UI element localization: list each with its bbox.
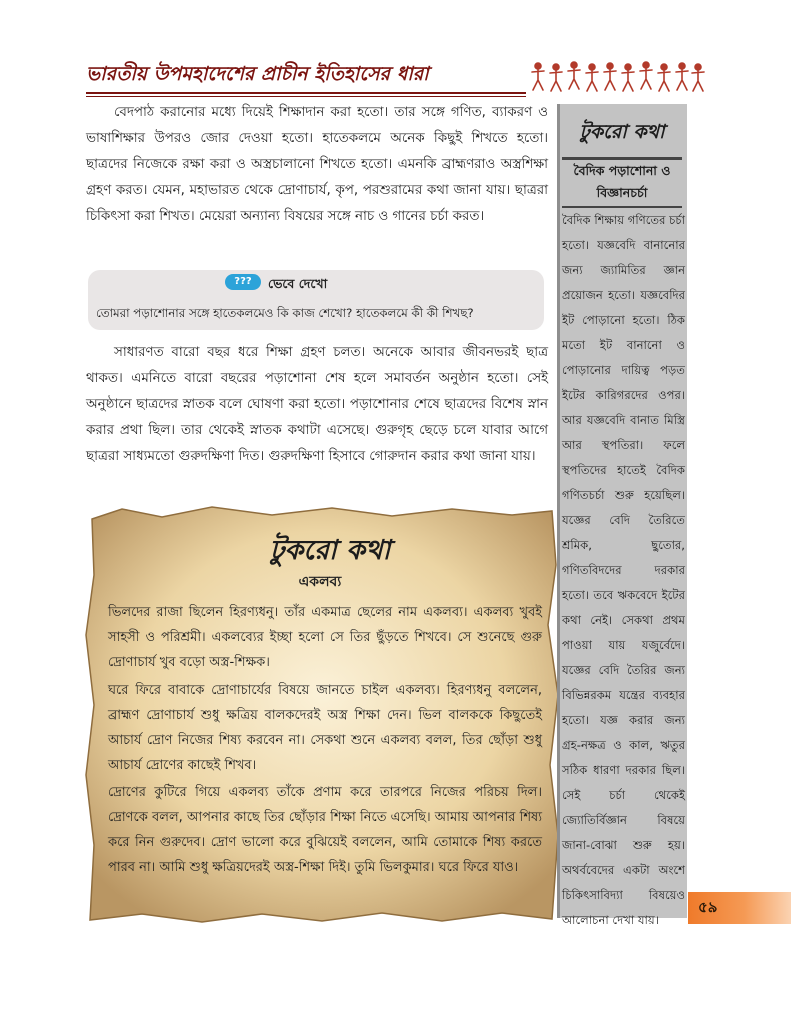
header-rule (86, 92, 526, 94)
parchment-subheading: একলব্য (298, 574, 342, 590)
header-rule-thin (86, 96, 526, 97)
dancing-figures-decoration (530, 58, 705, 94)
think-box-title: ভেবে দেখো (268, 276, 328, 291)
speech-bubble-icon: ??? (225, 274, 261, 290)
body-paragraph-graduation: সাধারণত বারো বছর ধরে শিক্ষা গ্রহণ চলত। অনেকে আবার জীবনভরই ছাত্র থাকত। এমনিতে বারো বছরের পড়াশোনা শেষ হলে সমাবর্তন অনুষ্ঠান হতো। সেই অনুষ্ঠানে ছাত্রদের স্নাতক বলে ঘোষণা করা হতো। পড়াশোনার শেষে ছাত্রদের বিশেষ স্নান করার প্রথা ছিল। তার থেকেই স্নাতক কথাটা এসেছে। গুরুগৃহ ছেড়ে চলে যাবার আগে ছাত্ররা সাধ্যমতো গুরুদক্ষিণা দিত। গুরুদক্ষিণা হিসাবে গোরুদান করার কথা জানা যায়। (86, 345, 548, 464)
sidebar-heading: টুকরো কথা (579, 121, 665, 143)
parchment-heading: টুকরো কথা (269, 535, 391, 566)
body-paragraph-education: বেদপাঠ করানোর মধ্যে দিয়েই শিক্ষাদান করা হতো। তার সঙ্গে গণিত, ব্যাকরণ ও ভাষাশিক্ষার উপরও জোর দেওয়া হতো। হাতেকলমে অনেক কিছুই শিখতে হতো। ছাত্রদের নিজেকে রক্ষা করা ও অস্ত্রচালানো শিখতে হতো। এমনকি ব্রাহ্মণরাও অস্ত্রশিক্ষা গ্রহণ করত। যেমন, মহাভারত থেকে দ্রোণাচার্য, কৃপ, পরশুরামের কথা জানা যায়। ছাত্ররা চিকিৎসা করা শিখত। মেয়েরা অন্যান্য বিষয়ের সঙ্গে নাচ ও গানের চর্চা করত। (86, 105, 548, 224)
sidebar-subtitle: বৈদিক পড়াশোনা ও বিজ্ঞানচর্চা (573, 163, 671, 200)
page-number: ৫৯ (698, 898, 718, 916)
page-header-title: ভারতীয় উপমহাদেশের প্রাচীন ইতিহাসের ধারা (86, 63, 429, 85)
sidebar-body-text: বৈদিক শিক্ষায় গণিতের চর্চা হতো। যজ্ঞবেদি বানানোর জন্য জ্যামিতির জ্ঞান প্রয়োজন হতো। যজ্ঞবেদির ইট পোড়ানো হতো। ঠিক মতো ইট বানানো ও পোড়ানোর দায়িত্ব পড়ত ইটের কারিগরদের ওপর। আর যজ্ঞবেদি বানাত মিস্ত্রি আর স্থপতিরা। ফলে স্থপতিদের হাতেই বৈদিক গণিতচর্চা শুরু হয়েছিল। যজ্ঞের বেদি তৈরিতে শ্রমিক, ছুতোর, গণিতবিদদের দরকার হতো। তবে ঋকবেদে ইটের কথা নেই। সেকথা প্রথম পাওয়া যায় যজুর্বেদে। যজ্ঞের বেদি তৈরির জন্য বিভিন্নরকম যন্ত্রের ব্যবহার হতো। যজ্ঞ করার জন্য গ্রহ-নক্ষত্র ও কাল, ঋতুর সঠিক ধারণা দরকার ছিল। সেই চর্চা থেকেই জ্যোতির্বিজ্ঞান বিষয়ে জানা-বোঝা শুরু হয়। অথর্ববেদের একটা অংশে চিকিৎসাবিদ্যা বিষয়েও আলোচনা দেখা যায়। (562, 213, 686, 927)
parchment-paragraph-3: দ্রোণের কুটিরে গিয়ে একলব্য তাঁকে প্রণাম করে তারপরে নিজের পরিচয় দিল। দ্রোণকে বলল, আপনার কাছে তির ছোঁড়ার শিক্ষা নিতে এসেছি। আমায় আপনার শিষ্য করে নিন গুরুদেব। দ্রোণ ভালো করে বুঝিয়েই বললেন, আমি তোমাকে শিষ্য করতে পারব না। আমি শুধু ক্ষত্রিয়দেরই অস্ত্র-শিক্ষা দিই। তুমি ভিলকুমার। ঘরে ফিরে যাও। (108, 785, 542, 875)
parchment-paragraph-1: ভিলদের রাজা ছিলেন হিরণ্যধনু। তাঁর একমাত্র ছেলের নাম একলব্য। একলব্য খুবই সাহসী ও পরিশ্রমী। একলব্যের ইচ্ছা হলো সে তির ছুঁড়তে শিখবে। সে শুনেছে গুরু দ্রোণাচার্য খুব বড়ো অস্ত্র-শিক্ষক। (108, 605, 542, 670)
think-box-question: তোমরা পড়াশোনার সঙ্গে হাতেকলমেও কি কাজ শেখো? হাতেকলমে কী কী শিখছ? (96, 306, 474, 320)
parchment-paragraph-2: ঘরে ফিরে বাবাকে দ্রোণাচার্যের বিষয়ে জানতে চাইল একলব্য। হিরণ্যধনু বললেন, ব্রাহ্মণ দ্রোণাচার্য শুধু ক্ষত্রিয় বালকদেরই অস্ত্র শিক্ষা দেন। ভিল বালককে কিছুতেই আচার্য দ্রোণ নিজের শিষ্য করবেন না। সেকথা শুনে একলব্য বলল, তির ছোঁড়া শুধু আচার্য দ্রোণের কাছেই শিখব। (108, 683, 542, 773)
